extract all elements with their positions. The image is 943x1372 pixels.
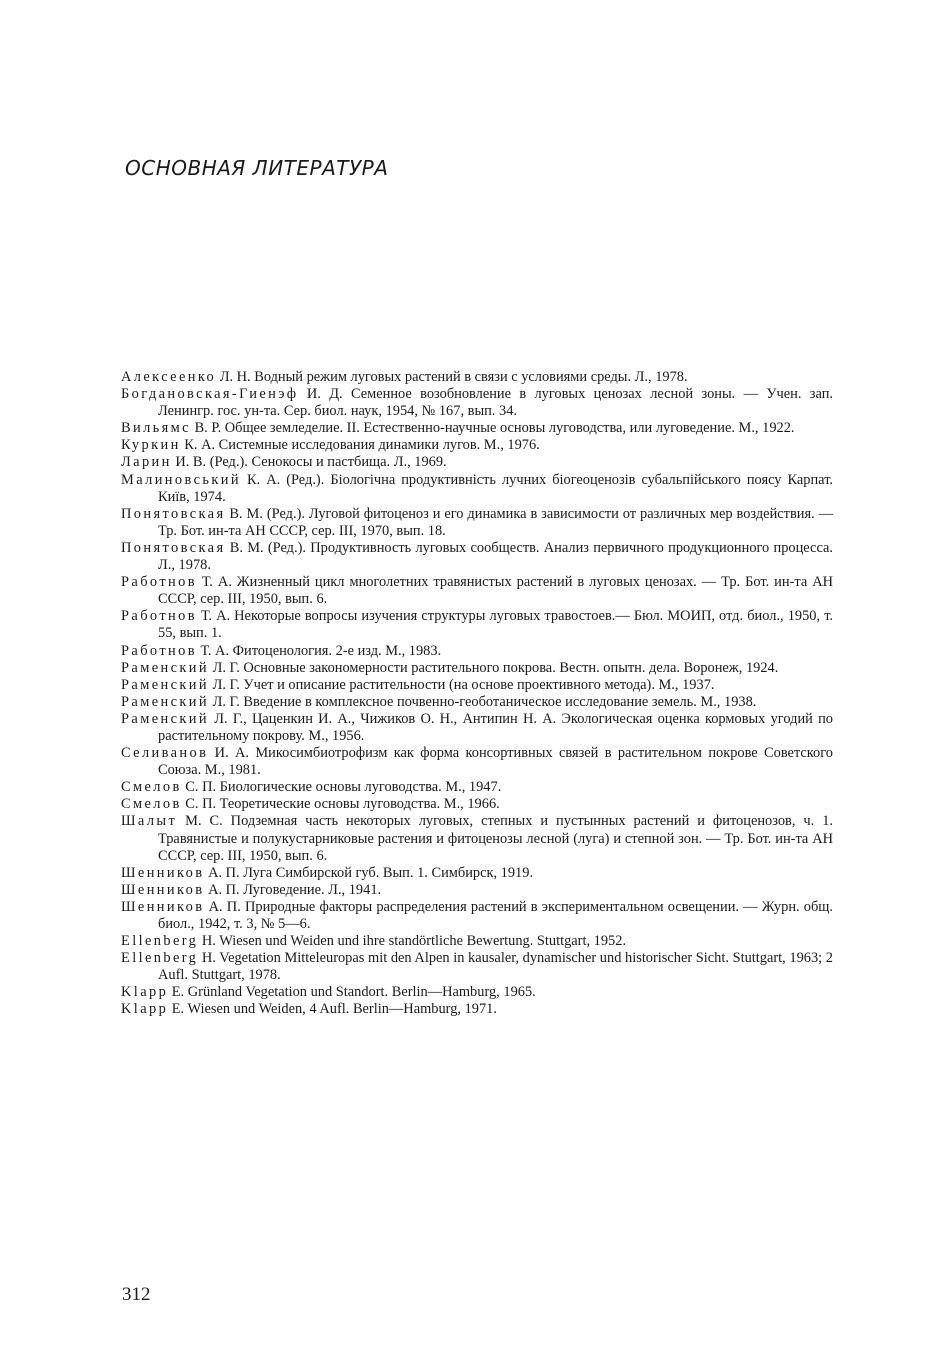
reference-item	[121, 369, 833, 386]
reference-item	[121, 540, 833, 574]
reference-text: С. П. Биологические основы луговодства. М., 1947.	[181, 779, 502, 796]
reference-text: Т. А. Фитоценология. 2-е изд. М., 1983.	[196, 642, 442, 659]
reference-item	[121, 506, 833, 540]
reference-author: Ларин	[121, 454, 172, 471]
reference-item	[121, 796, 833, 813]
reference-item	[121, 882, 833, 899]
reference-author: Раменский	[121, 676, 209, 693]
reference-author: Понятовская	[121, 539, 226, 556]
reference-item	[121, 984, 833, 1001]
reference-item	[121, 643, 833, 660]
reference-item	[121, 711, 833, 745]
reference-text: Т. А. Некоторые вопросы изучения структуры луговых травостоев.— Бюл. МОИП, отд. биол., 1950, т. 55, вып. 1.	[158, 608, 833, 642]
reference-text: Л. Г. Основные закономерности растительного покрова. Вестн. опытн. дела. Воронеж, 1924.	[208, 659, 779, 676]
reference-author: Вильямс	[121, 420, 191, 437]
page-number: 312	[122, 1284, 151, 1305]
reference-author: Работнов	[121, 608, 197, 625]
reference-item	[121, 1001, 833, 1018]
reference-author: Шенников	[121, 898, 205, 915]
reference-text: К. А. (Ред.). Біологічна продуктивність лучних біогеоценозів субальпійського поясу Карпат. Київ, 1974.	[158, 471, 833, 505]
reference-item	[121, 386, 833, 420]
reference-item	[121, 694, 833, 711]
reference-author: Понятовская	[121, 505, 226, 522]
reference-list	[121, 369, 833, 1019]
reference-text: H. Vegetation Mitteleuropas mit den Alpen in kausaler, dynamischer und historischer Sicht. Stuttgart, 1963; 2 Aufl. Stuttgart, 1978.	[158, 950, 833, 984]
reference-text: А. П. Луга Симбирской губ. Вып. 1. Симбирск, 1919.	[204, 864, 534, 881]
reference-item	[121, 608, 833, 642]
reference-text: В. М. (Ред.). Продуктивность луговых сообществ. Анализ первичного продукционного процесса. Л., 1978.	[158, 539, 833, 574]
reference-author: Богдановская-Гиенэф	[121, 386, 299, 403]
reference-item	[121, 472, 833, 506]
reference-author: Ellenberg	[121, 933, 199, 950]
reference-author: Смелов	[121, 796, 182, 813]
reference-item	[121, 574, 833, 608]
reference-text: E. Grünland Vegetation und Standort. Berlin—Hamburg, 1965.	[168, 984, 536, 1001]
reference-item	[121, 899, 833, 933]
reference-author: Селиванов	[121, 745, 209, 762]
reference-item	[121, 454, 833, 471]
section-heading: ОСНОВНАЯ ЛИТЕРАТУРА	[125, 156, 389, 180]
reference-text: H. Wiesen und Weiden und ihre standörtliche Bewertung. Stuttgart, 1952.	[198, 933, 627, 950]
reference-text: В. Р. Общее земледелие. II. Естественно-научные основы луговодства, или луговедение. М., 1922.	[190, 420, 795, 437]
reference-author: Работнов	[121, 642, 197, 659]
reference-text: В. М. (Ред.). Луговой фитоценоз и его динамика в зависимости от различных мер воздействия. — Тр. Бот. ин-та АН СССР, сер. III, 1970, вып. 18.	[158, 505, 833, 539]
reference-item	[121, 677, 833, 694]
reference-text: М. С. Подземная часть некоторых луговых, степных и пустынных растений и фитоценозов, ч. 1. Травянистые и полукустарниковые растения и фитоценозы лесной (луга) и степной зон. — Тр. Бот. ин-та АН СССР, сер. III, 1950, вып. 6.	[158, 813, 833, 864]
reference-author: Алексеенко	[121, 369, 217, 385]
reference-text: Л. Г. Учет и описание растительности (на основе проективного метода). М., 1937.	[208, 676, 715, 693]
reference-text: И. Д. Семенное возобновление в луговых ценозах лесной зоны. — Учен. зап. Ленингр. гос. ун-та. Сер. биол. наук, 1954, № 167, вып. 34.	[158, 386, 833, 420]
reference-item	[121, 420, 833, 437]
reference-item	[121, 660, 833, 677]
reference-item	[121, 779, 833, 796]
reference-item	[121, 745, 833, 779]
reference-text: Т. А. Жизненный цикл многолетних травянистых растений в луговых ценозах. — Тр. Бот. ин-та АН СССР, сер. III, 1950, вып. 6.	[158, 574, 833, 608]
reference-author: Шенников	[121, 864, 205, 881]
reference-text: А. П. Природные факторы распределения растений в экспериментальном освещении. — Журн. общ. биол., 1942, т. 3, № 5—6.	[158, 898, 833, 932]
reference-author: Ellenberg	[121, 950, 199, 967]
reference-author: Куркин	[121, 437, 181, 454]
reference-author: Работнов	[121, 574, 197, 591]
reference-text: И. А. Микосимбиотрофизм как форма консортивных связей в растительном покрове Советского Союза. М., 1981.	[158, 745, 833, 779]
reference-author: Раменский	[121, 710, 209, 727]
reference-text: К. А. Системные исследования динамики лугов. М., 1976.	[180, 437, 540, 454]
reference-item	[121, 865, 833, 882]
reference-author: Klapp	[121, 1001, 169, 1018]
reference-author: Шенников	[121, 881, 205, 898]
reference-item	[121, 437, 833, 454]
reference-author: Раменский	[121, 693, 209, 710]
reference-text: Л. Г. Введение в комплексное почвенно-геоботаническое исследование земель. М., 1938.	[208, 693, 757, 710]
reference-author: Смелов	[121, 779, 182, 796]
reference-author: Шалыт	[121, 813, 178, 830]
reference-text: E. Wiesen und Weiden, 4 Aufl. Berlin—Hamburg, 1971.	[168, 1001, 497, 1018]
reference-text: С. П. Теоретические основы луговодства. М., 1966.	[181, 796, 500, 813]
reference-author: Раменский	[121, 659, 209, 676]
reference-text: А. П. Луговедение. Л., 1941.	[204, 881, 382, 898]
reference-author: Klapp	[121, 984, 169, 1001]
reference-item	[121, 950, 833, 984]
reference-item	[121, 813, 833, 864]
reference-text: И. В. (Ред.). Сенокосы и пастбища. Л., 1969.	[171, 454, 447, 471]
reference-text: Л. Г., Цаценкин И. А., Чижиков О. Н., Антипин Н. А. Экологическая оценка кормовых угодий по растительному покрову. М., 1956.	[158, 710, 833, 744]
reference-item	[121, 933, 833, 950]
reference-text: Л. Н. Водный режим луговых растений в связи с условиями среды. Л., 1978.	[216, 369, 688, 385]
reference-author: Малиновський	[121, 471, 241, 488]
